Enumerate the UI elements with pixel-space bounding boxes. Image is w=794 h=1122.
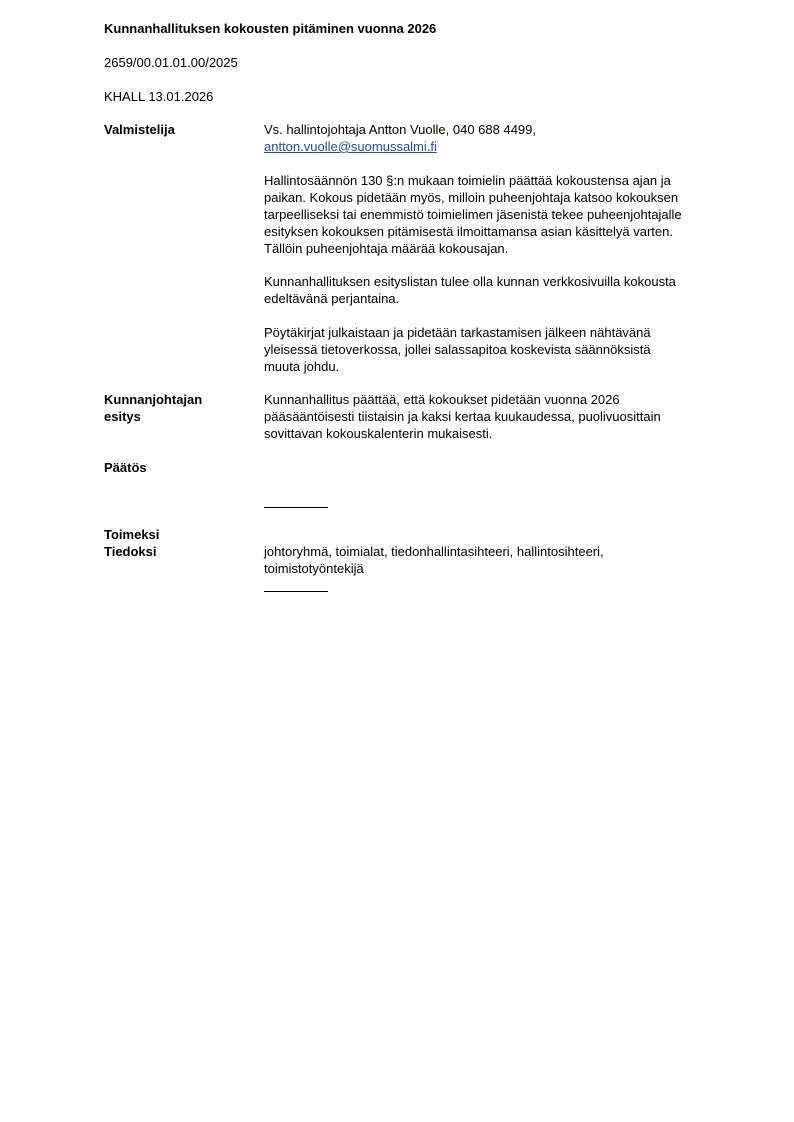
preparer-contact: Vs. hallintojohtaja Antton Vuolle, 040 688 4499, [264, 122, 537, 137]
information-label: Tiedoksi [104, 544, 157, 559]
preparer-paragraph-2 [264, 273, 744, 307]
distribution-text [264, 543, 744, 577]
preparer-label: Valmistelija [104, 122, 175, 137]
meeting-info: KHALL 13.01.2026 [104, 89, 214, 104]
paragraph-line: johtoryhmä, toimialat, tiedonhallintasihteeri, hallintosihteeri, [264, 544, 604, 559]
paragraph-line: paikan. Kokous pidetään myös, milloin puheenjohtaja katsoo kokouksen [264, 190, 679, 205]
distribution-divider [264, 591, 328, 592]
paragraph-line: Kunnanhallituksen esityslistan tulee olla kunnan verkkosivuilla kokousta [264, 274, 676, 289]
proposal-text [264, 391, 744, 442]
reference-number: 2659/00.01.01.00/2025 [104, 55, 238, 70]
preparer-paragraph-1 [264, 172, 744, 257]
paragraph-line: Hallintosäännön 130 §:n mukaan toimielin päättää kokoustensa ajan ja [264, 173, 671, 188]
paragraph-line: Pöytäkirjat julkaistaan ja pidetään tarkastamisen jälkeen nähtävänä [264, 325, 651, 340]
paragraph-line: Tällöin puheenjohtaja määrää kokousajan. [264, 241, 509, 256]
preparer-email-link[interactable]: antton.vuolle@suomussalmi.fi [264, 139, 437, 154]
paragraph-line: yleisessä tietoverkossa, jollei salassapitoa koskevista säännöksistä [264, 342, 651, 357]
paragraph-line: sovittavan kokouskalenterin mukaisesti. [264, 426, 493, 441]
paragraph-line: toimistotyöntekijä [264, 561, 364, 576]
document-title: Kunnanhallituksen kokousten pitäminen vuonna 2026 [104, 21, 437, 36]
paragraph-line: edeltävänä perjantaina. [264, 291, 400, 306]
proposal-label: Kunnanjohtajan esitys [104, 392, 203, 424]
execution-label: Toimeksi [104, 527, 160, 542]
paragraph-line: muuta johdu. [264, 359, 340, 374]
preparer-paragraph-3 [264, 324, 744, 375]
preparer-section [264, 121, 744, 155]
decision-label: Päätös [104, 460, 147, 475]
paragraph-line: pääsääntöisesti tiistaisin ja kaksi kertaa kuukaudessa, puolivuosittain [264, 409, 661, 424]
paragraph-line: Kunnanhallitus päättää, että kokoukset pidetään vuonna 2026 [264, 392, 620, 407]
paragraph-line: tarpeelliseksi tai enemmistö toimielimen jäsenistä tekee puheenjohtajalle [264, 207, 682, 222]
paragraph-line: esityksen kokouksen pitämisestä ilmoittamansa asian käsittelyä varten. [264, 224, 673, 239]
decision-divider [264, 507, 328, 508]
